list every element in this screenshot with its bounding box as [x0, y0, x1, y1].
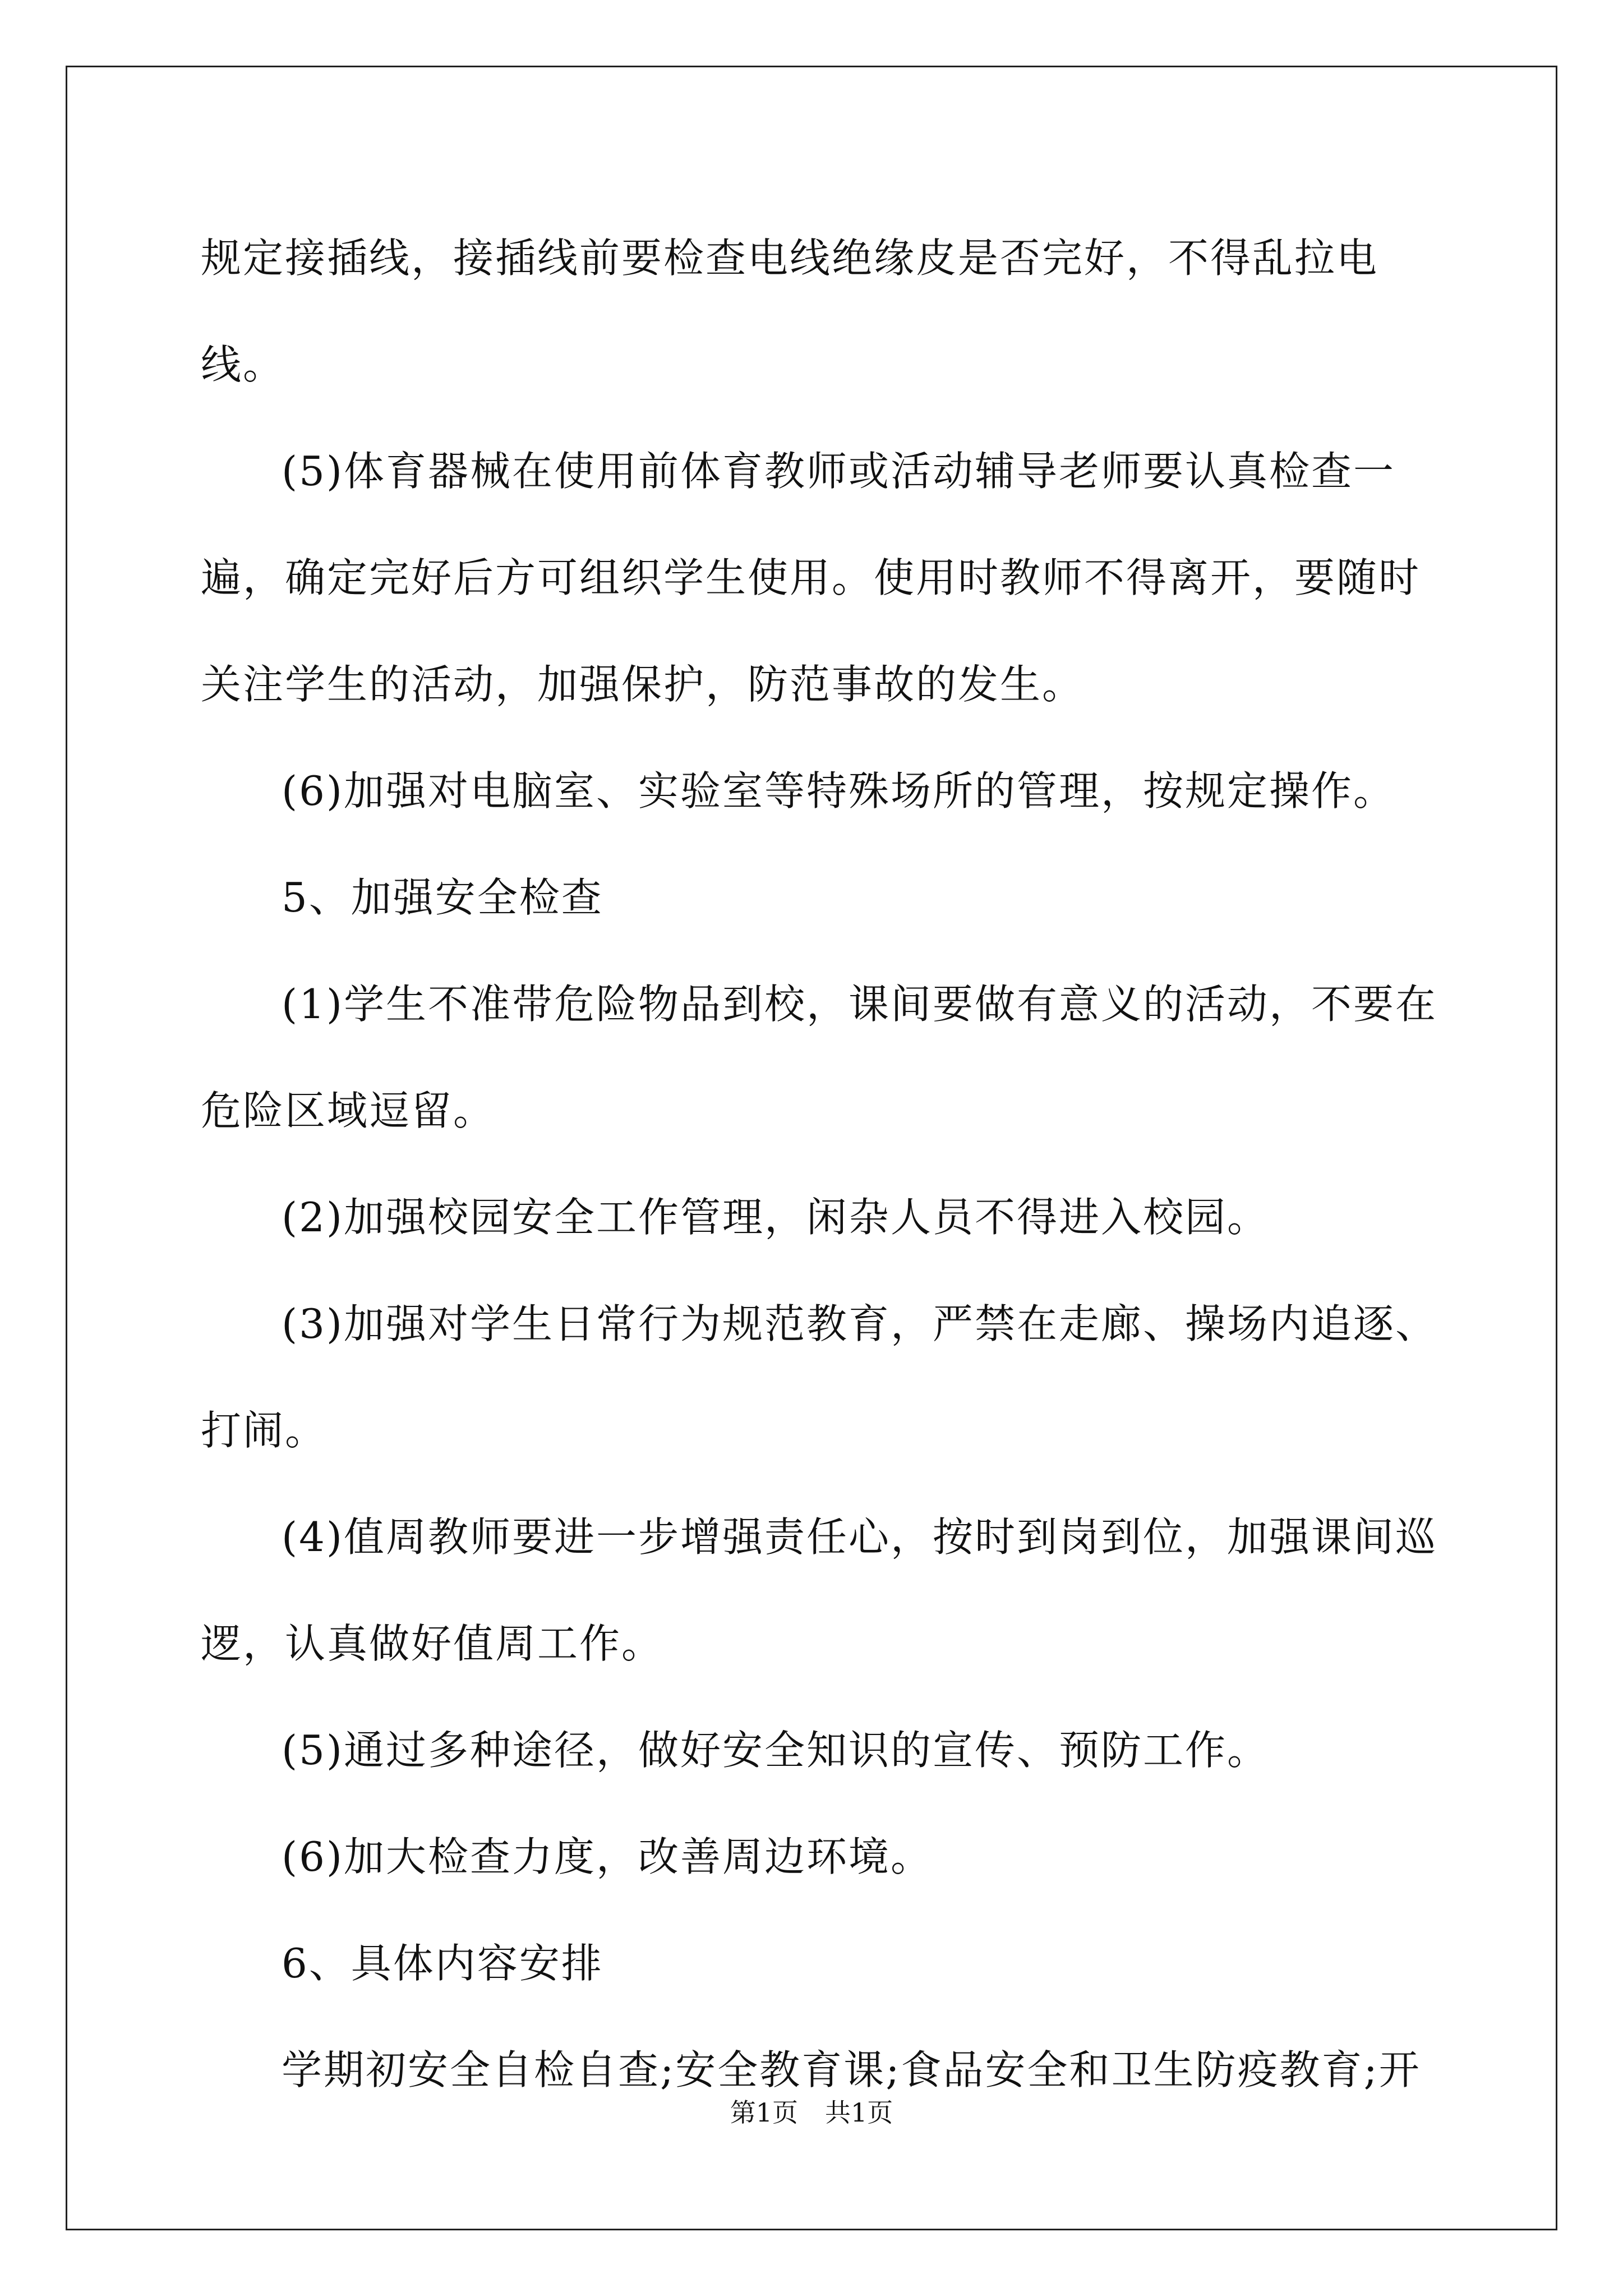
- paragraph-8: (4)值周教师要进一步增强责任心，按时到岗到位，加强课间巡逻，认真做好值周工作。: [201, 1513, 1437, 1667]
- page-number-total: 共1页: [825, 2097, 893, 2128]
- section-heading-6: 6、具体内容安排: [282, 1940, 603, 1987]
- paragraph-12: 学期初安全自检自查;安全教育课;食品安全和卫生防疫教育;开: [282, 2046, 1421, 2093]
- document-body: [201, 205, 1440, 2123]
- paragraph-6: (2)加强校园安全工作管理，闲杂人员不得进入校园。: [282, 1194, 1269, 1241]
- section-heading-5: 5、加强安全检查: [282, 874, 603, 921]
- paragraph-10: (6)加大检查力度，改善周边环境。: [282, 1833, 933, 1880]
- paragraph-2: (5)体育器械在使用前体育教师或活动辅导老师要认真检查一遍，确定完好后方可组织学生使用。使用时教师不得离开，要随时关注学生的活动，加强保护，防范事故的发生。: [201, 448, 1421, 708]
- paragraph-1: 规定接插线，接插线前要检查电线绝缘皮是否完好，不得乱拉电线。: [201, 234, 1379, 388]
- page-footer: [0, 2092, 1623, 2129]
- paragraph-7: (3)加强对学生日常行为规范教育，严禁在走廊、操场内追逐、打闹。: [201, 1300, 1437, 1454]
- paragraph-5: (1)学生不准带危险物品到校，课间要做有意义的活动，不要在危险区域逗留。: [201, 981, 1437, 1134]
- paragraph-9: (5)通过多种途径，做好安全知识的宣传、预防工作。: [282, 1727, 1269, 1774]
- paragraph-3: (6)加强对电脑室、实验室等特殊场所的管理，按规定操作。: [282, 767, 1395, 815]
- page-number-current: 第1页: [730, 2097, 798, 2128]
